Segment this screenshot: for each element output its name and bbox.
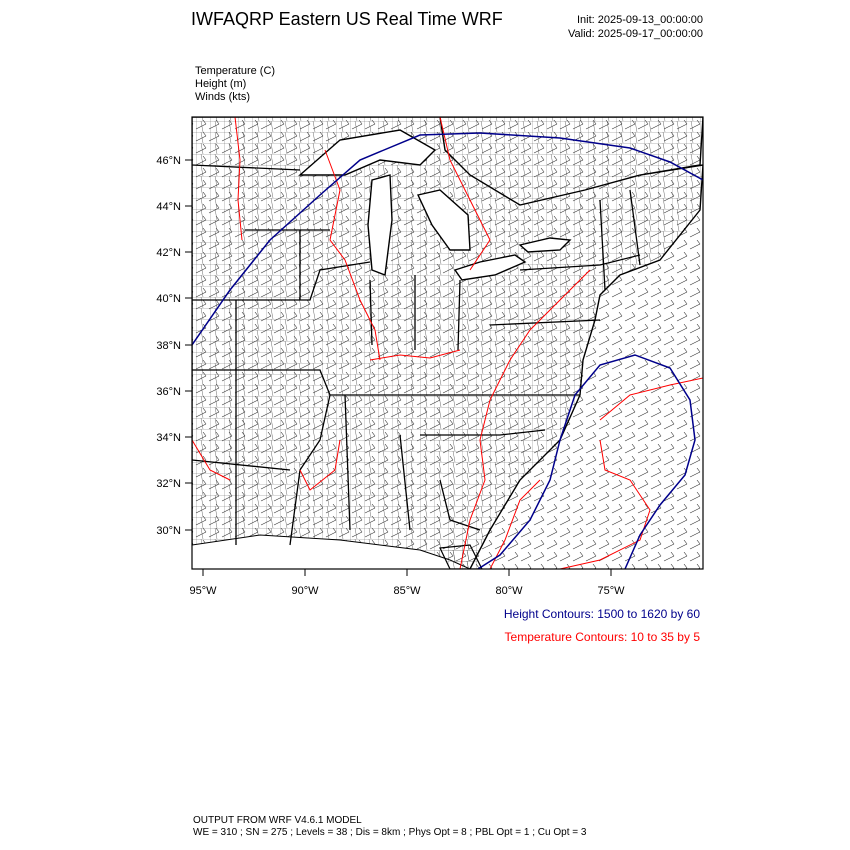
field-height: Height (m): [195, 78, 247, 90]
lat-label: 30°N: [156, 525, 181, 537]
lat-label: 34°N: [156, 432, 181, 444]
lat-label: 38°N: [156, 340, 181, 352]
lon-label: 85°W: [393, 585, 421, 597]
lat-label: 42°N: [156, 247, 181, 259]
init-time: Init: 2025-09-13_00:00:00: [577, 14, 703, 26]
lon-label: 80°W: [495, 585, 523, 597]
footer-settings: WE = 310 ; SN = 275 ; Levels = 38 ; Dis = 8km ; Phys Opt = 8 ; PBL Opt = 1 ; Cu Opt = 3: [193, 827, 587, 838]
lon-label: 75°W: [597, 585, 625, 597]
lon-label: 90°W: [291, 585, 319, 597]
plot-title: IWFAQRP Eastern US Real Time WRF: [191, 9, 503, 29]
field-winds: Winds (kts): [195, 91, 250, 103]
lat-label: 44°N: [156, 201, 181, 213]
temperature-legend: Temperature Contours: 10 to 35 by 5: [504, 630, 700, 644]
valid-time: Valid: 2025-09-17_00:00:00: [568, 28, 703, 40]
height-legend: Height Contours: 1500 to 1620 by 60: [503, 607, 700, 621]
footer-model: OUTPUT FROM WRF V4.6.1 MODEL: [193, 815, 362, 826]
lat-label: 36°N: [156, 386, 181, 398]
longitude-ticks: [189, 569, 625, 597]
lon-label: 95°W: [189, 585, 217, 597]
field-temperature: Temperature (C): [195, 65, 276, 77]
model-footer: [193, 815, 586, 839]
latitude-ticks: [156, 155, 192, 537]
lat-label: 32°N: [156, 478, 181, 490]
lat-label: 46°N: [156, 155, 181, 167]
lat-label: 40°N: [156, 293, 181, 305]
